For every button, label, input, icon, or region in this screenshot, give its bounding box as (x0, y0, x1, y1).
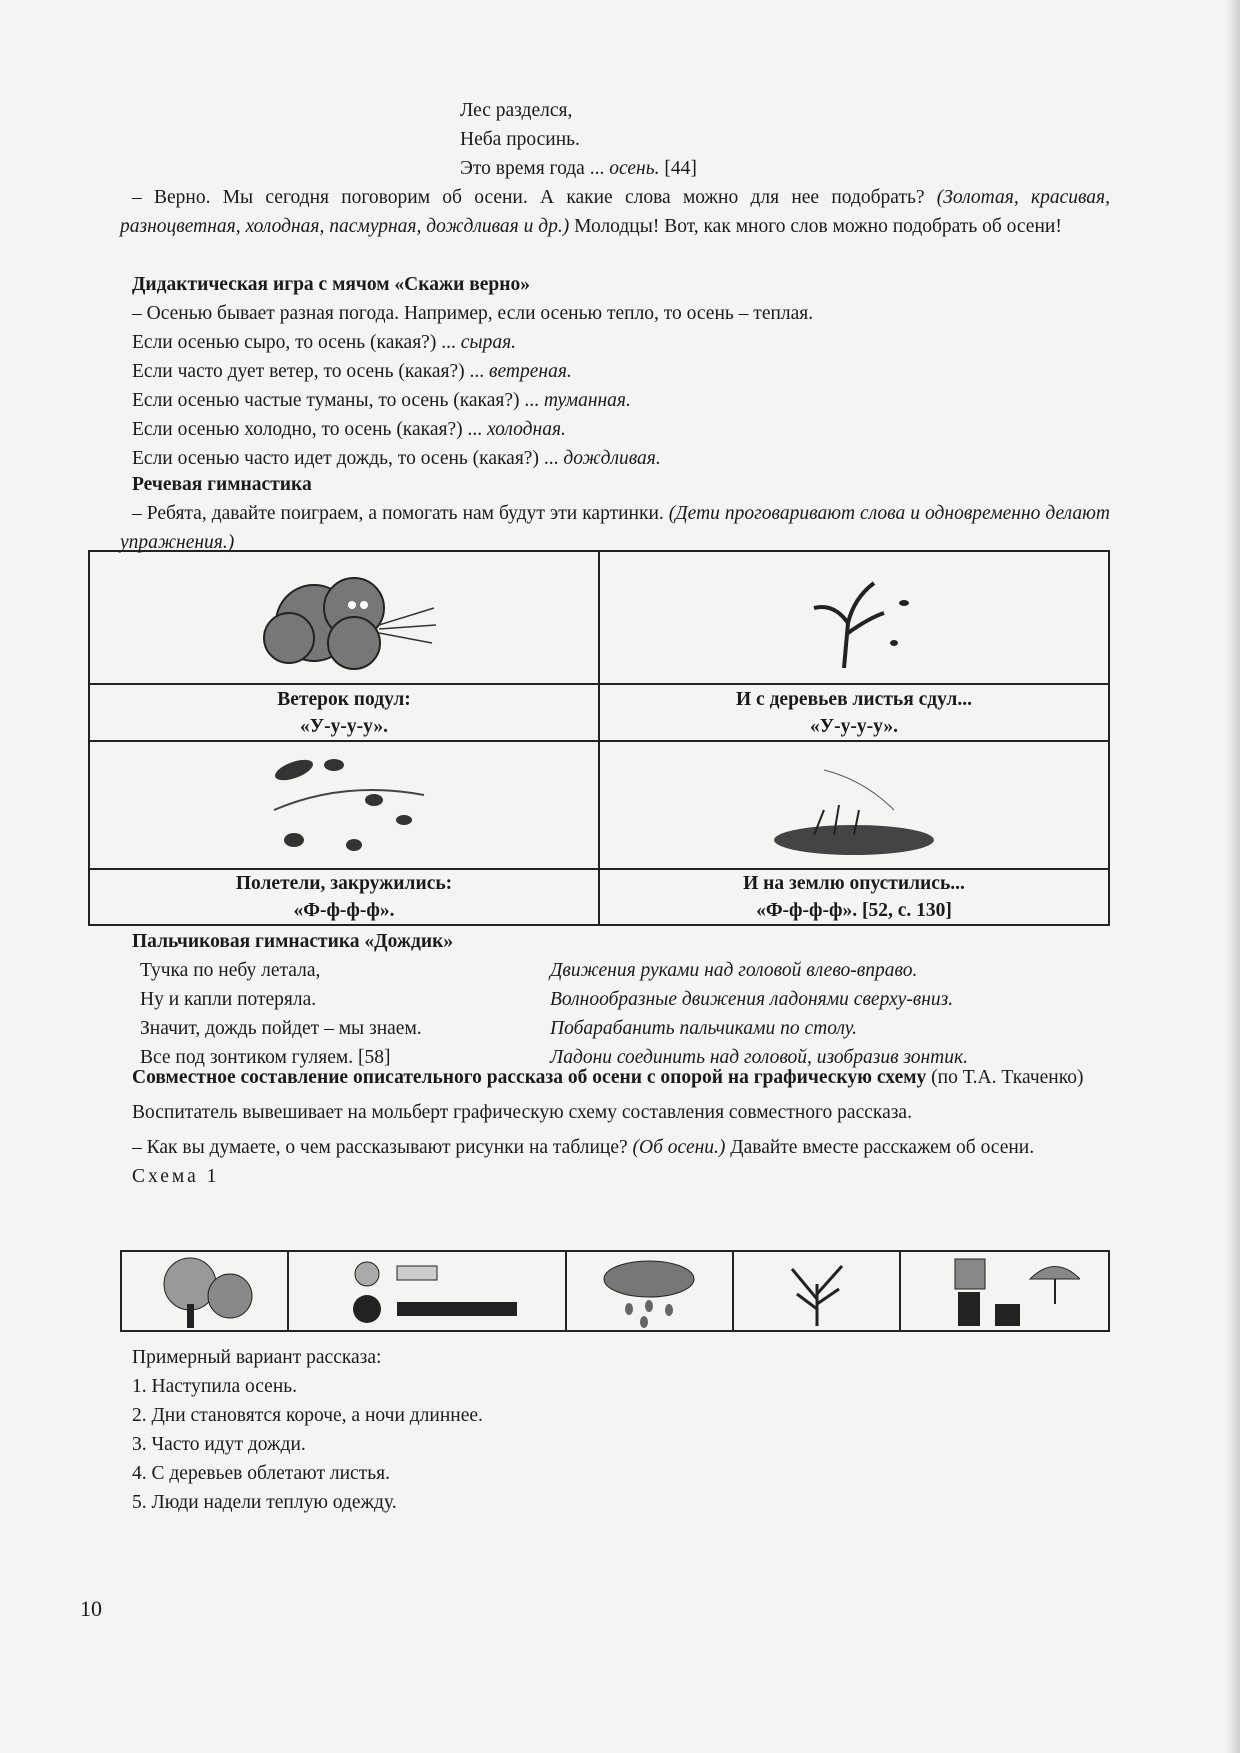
game-title: Дидактическая игра с мячом «Скажи верно» (132, 274, 530, 295)
intro-paragraph: – Верно. Мы сегодня поговорим об осени. А какие слова можно для нее подобрать? (Золотая, красивая, разноцветная, холодная, пасмурная, дождливая и др.) Молодцы! Вот, как много слов можно подобрать об осени! (120, 187, 1110, 237)
poem-line: Это время года ... осень. [44] (460, 158, 697, 179)
sample-item: 1. Наступила осень. (132, 1376, 298, 1397)
finger-row: Все под зонтиком гуляем. [58] Ладони соединить над головой, изобразив зонтик. (140, 1047, 969, 1068)
scheme-cell (733, 1251, 900, 1331)
flying-leaves-icon (254, 750, 434, 860)
speech-image-cell (599, 741, 1109, 869)
sample-item: 4. С деревьев облетают листья. (132, 1463, 390, 1484)
fallen-leaves-icon (764, 750, 944, 860)
sample-item: 3. Часто идут дожди. (132, 1434, 306, 1455)
story-paragraph: – Как вы думаете, о чем рассказывают рисунки на таблице? (Об осени.) Давайте вместе расскажем об осени. (132, 1137, 1035, 1158)
game-item: Если часто дует ветер, то осень (какая?) ... ветреная. (132, 361, 572, 382)
rain-cloud-icon (589, 1254, 709, 1329)
game-item: Если осенью сыро, то осень (какая?) ... сырая. (132, 332, 517, 353)
page-edge (1226, 0, 1240, 1753)
game-item: Если осенью часто идет дождь, то осень (какая?) ... дождливая. (132, 448, 661, 469)
scheme-cell (566, 1251, 733, 1331)
speech-section: Речевая гимнастика – Ребята, давайте поиграем, а помогать нам будут эти картинки. (Дети проговаривают слова и одновременно делают упражнения.) (120, 470, 1110, 557)
game-item: Если осенью холодно, то осень (какая?) ... холодная. (132, 419, 566, 440)
story-paragraph: Воспитатель вывешивает на мольберт графическую схему составления совместного рассказа. (132, 1102, 912, 1123)
speech-image-cell (599, 551, 1109, 684)
game-item: Если осенью частые туманы, то осень (какая?) ... туманная. (132, 390, 631, 411)
sample-item: 2. Дни становятся короче, а ночи длиннее. (132, 1405, 483, 1426)
autumn-trees-icon (145, 1254, 265, 1329)
story-section: Совместное составление описательного рассказа об осени с опорой на графическую схему (по Т.А. Ткаченко) Воспитатель вывешивает на мольберт графическую схему составления совместного рассказа. – Как вы думаете, о чем рассказывают рисунки на таблице? (Об осени.) Давайте вместе расскажем об осени. Схема 1 (120, 1063, 1110, 1191)
windy-tree-icon (774, 563, 934, 673)
finger-row: Тучка по небу летала, Движения руками над головой влево-вправо. (140, 960, 918, 981)
speech-table (88, 550, 1110, 926)
game-section (120, 270, 1110, 473)
bare-tree-icon (757, 1254, 877, 1329)
finger-title: Пальчиковая гимнастика «Дождик» (132, 931, 454, 952)
speech-caption: И на землю опустились... «Ф-ф-ф-ф». [52, с. 130] (599, 869, 1109, 925)
sample-item: 5. Люди надели теплую одежду. (132, 1492, 397, 1513)
page-number: 10 (80, 1596, 102, 1621)
scheme-cell (288, 1251, 565, 1331)
poem-line: Лес разделся, (460, 100, 573, 121)
speech-image-cell (89, 551, 599, 684)
speech-title: Речевая гимнастика (132, 474, 312, 495)
sample-story (120, 1343, 1110, 1517)
sample-title: Примерный вариант рассказа: (132, 1347, 382, 1368)
scheme-cell (121, 1251, 288, 1331)
scheme-table (120, 1250, 1110, 1332)
game-lead: – Осенью бывает разная погода. Например, если осенью тепло, то осень – теплая. (132, 303, 814, 324)
warm-clothes-icon (930, 1254, 1080, 1329)
finger-row: Значит, дождь пойдет – мы знаем. Побарабанить пальчиками по столу. (140, 1018, 858, 1039)
speech-image-cell (89, 741, 599, 869)
poem (460, 96, 1060, 183)
speech-caption: И с деревьев листья сдул... «У-у-у-у». (599, 684, 1109, 741)
wind-cloud-icon (244, 563, 444, 673)
finger-row: Ну и капли потеряла. Волнообразные движения ладонями сверху-вниз. (140, 989, 954, 1010)
speech-caption: Полетели, закружились: «Ф-ф-ф-ф». (89, 869, 599, 925)
day-night-icon (327, 1254, 527, 1329)
speech-caption: Ветерок подул: «У-у-у-у». (89, 684, 599, 741)
poem-line: Неба просинь. (460, 129, 580, 150)
scheme-label: Схема 1 (132, 1166, 220, 1187)
finger-section (120, 927, 1110, 1072)
scheme-cell (900, 1251, 1109, 1331)
